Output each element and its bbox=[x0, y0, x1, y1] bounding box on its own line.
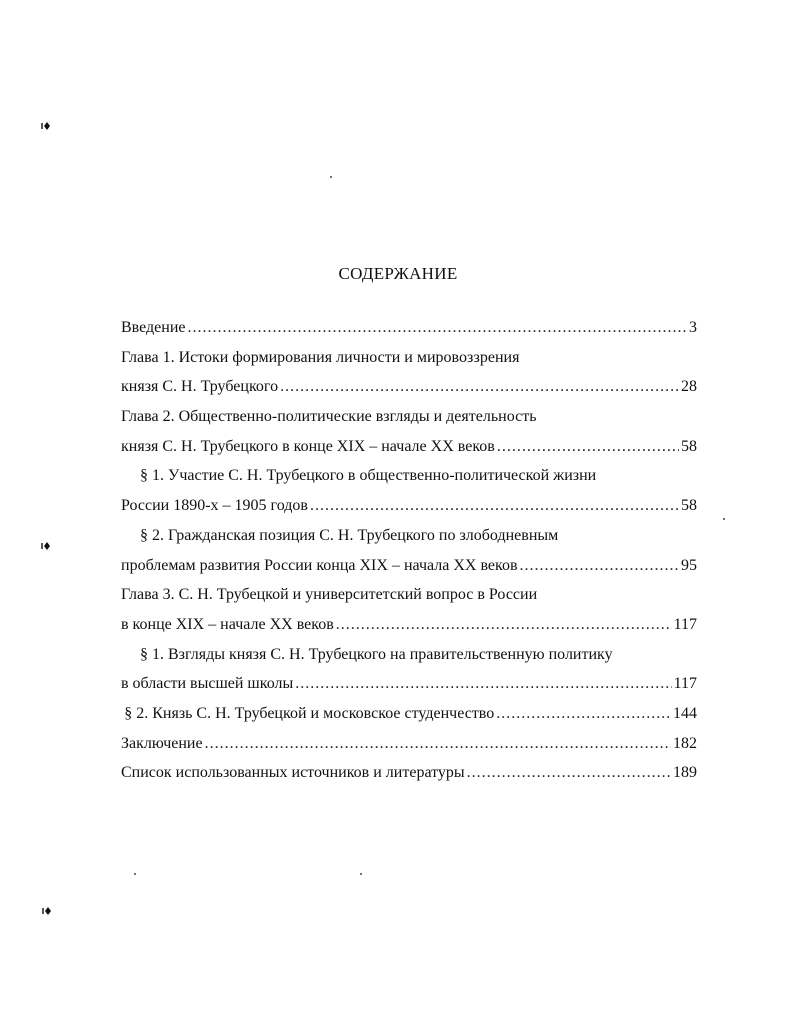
toc-entry bbox=[121, 495, 697, 525]
toc-entry-text: в конце XIX – начале XX веков bbox=[121, 615, 334, 633]
toc-page-number: 182 bbox=[673, 734, 697, 752]
scan-speck bbox=[723, 518, 725, 520]
dot-leader bbox=[497, 436, 679, 458]
toc-entry-text: Список использованных источников и литературы bbox=[121, 764, 465, 782]
toc-entry-text: § 2. Гражданская позиция С. Н. Трубецкого по злободневным bbox=[140, 526, 559, 544]
toc-entry bbox=[121, 733, 697, 763]
toc-page-number: 189 bbox=[673, 764, 697, 782]
table-of-contents bbox=[121, 317, 697, 792]
toc-entry bbox=[121, 406, 697, 436]
toc-entry bbox=[121, 525, 697, 555]
toc-page-number: 58 bbox=[681, 437, 697, 455]
toc-entry bbox=[121, 703, 697, 733]
toc-entry-text: князя С. Н. Трубецкого bbox=[121, 378, 279, 396]
dot-leader bbox=[496, 703, 671, 725]
dot-leader bbox=[336, 614, 672, 636]
scan-speck bbox=[330, 176, 332, 178]
toc-page-number: 28 bbox=[681, 378, 697, 396]
toc-entry bbox=[121, 317, 697, 347]
toc-entry bbox=[121, 347, 697, 377]
dot-leader bbox=[467, 762, 671, 784]
toc-entry bbox=[121, 614, 697, 644]
dot-leader bbox=[280, 376, 679, 398]
toc-page-number: 3 bbox=[689, 319, 697, 336]
toc-page-number: 117 bbox=[673, 615, 697, 633]
toc-entry-text: России 1890-х – 1905 годов bbox=[121, 497, 308, 515]
toc-entry bbox=[121, 644, 697, 674]
binding-mark-bottom bbox=[42, 906, 52, 916]
toc-entry bbox=[121, 376, 697, 406]
toc-entry bbox=[121, 762, 697, 792]
toc-entry-text: князя С. Н. Трубецкого в конце XIX – начале XX веков bbox=[121, 437, 495, 455]
toc-entry bbox=[121, 584, 697, 614]
dot-leader bbox=[520, 555, 679, 577]
scan-speck bbox=[134, 873, 136, 875]
toc-entry-text: проблемам развития России конца XIX – начала XX веков bbox=[121, 556, 518, 574]
toc-entry-text: Глава 1. Истоки формирования личности и мировоззрения bbox=[121, 348, 520, 366]
toc-entry-text: Глава 3. С. Н. Трубецкой и университетский вопрос в России bbox=[121, 586, 538, 604]
page-title: СОДЕРЖАНИЕ bbox=[338, 264, 458, 283]
toc-entry-text: § 2. Князь С. Н. Трубецкой и московское студенчество bbox=[124, 704, 495, 722]
toc-entry-text: Заключение bbox=[121, 734, 203, 752]
toc-entry bbox=[121, 673, 697, 703]
toc-entry bbox=[121, 436, 697, 466]
dot-leader bbox=[310, 495, 679, 517]
toc-page-number: 117 bbox=[673, 675, 697, 693]
binding-mark-middle bbox=[41, 541, 51, 551]
toc-entry-text: Глава 2. Общественно-политические взгляды и деятельность bbox=[121, 408, 537, 426]
binding-mark-top bbox=[41, 121, 51, 131]
toc-entry-text: в области высшей школы bbox=[121, 675, 294, 693]
toc-page-number: 58 bbox=[681, 497, 697, 515]
toc-entry bbox=[121, 555, 697, 585]
toc-entry bbox=[121, 465, 697, 495]
dot-leader bbox=[188, 317, 688, 339]
toc-entry-text: § 1. Взгляды князя С. Н. Трубецкого на правительственную политику bbox=[140, 645, 613, 663]
scan-speck bbox=[360, 873, 362, 875]
toc-page-number: 144 bbox=[673, 704, 697, 722]
toc-entry-text: Введение bbox=[121, 319, 186, 336]
toc-page-number: 95 bbox=[681, 556, 697, 574]
dot-leader bbox=[295, 673, 671, 695]
toc-entry-text: § 1. Участие С. Н. Трубецкого в общественно-политической жизни bbox=[140, 467, 597, 485]
dot-leader bbox=[205, 733, 671, 755]
